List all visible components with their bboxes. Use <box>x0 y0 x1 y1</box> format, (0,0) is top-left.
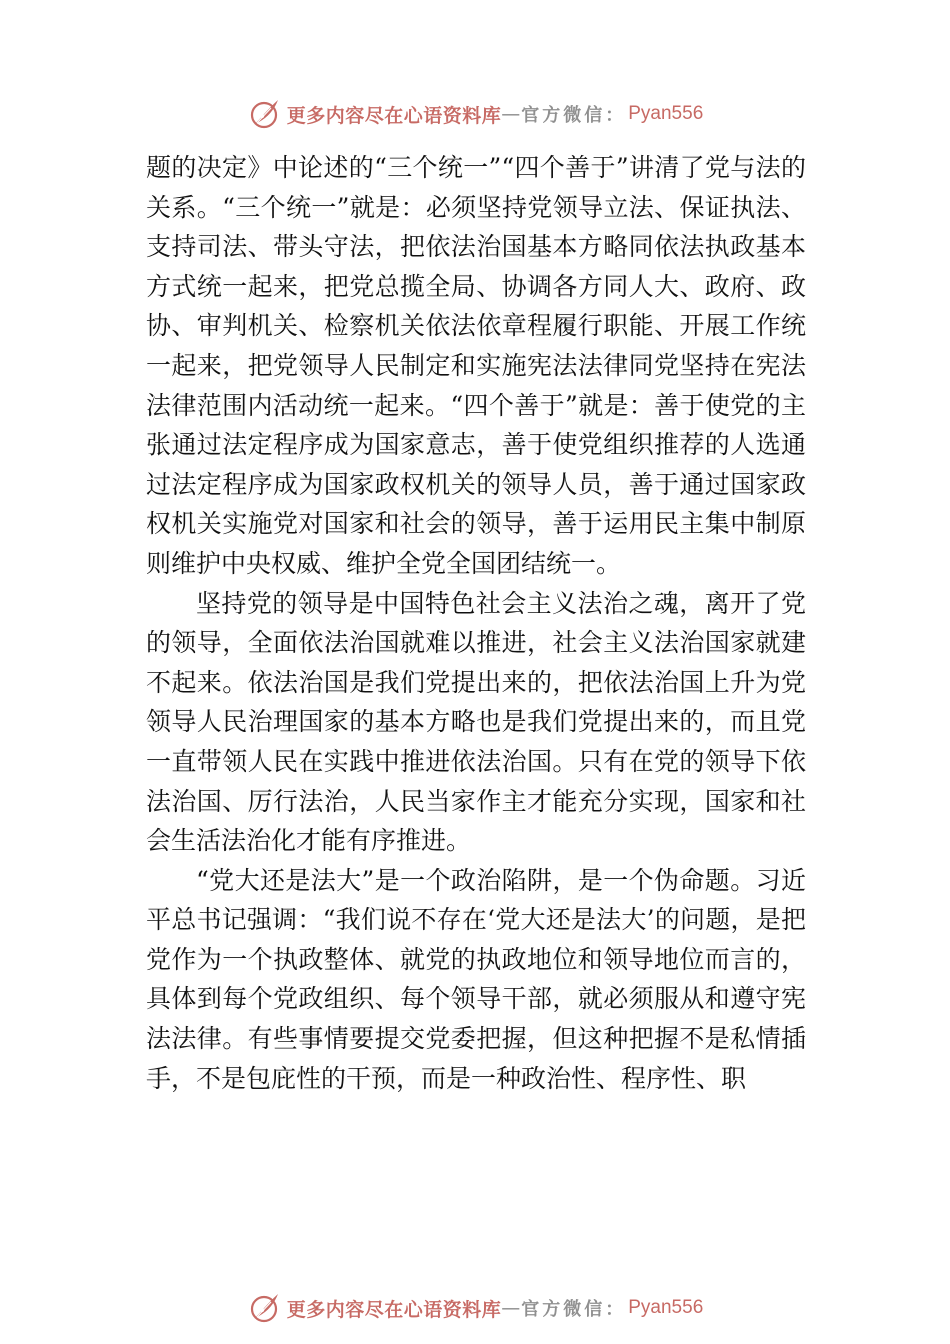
banner-wechat-id: Pyan556 <box>628 1297 704 1318</box>
banner-text: 更多内容尽在心语资料库 <box>286 104 502 127</box>
banner-text: 更多内容尽在心语资料库 <box>286 1298 502 1321</box>
feather-pen-logo-icon <box>247 1290 283 1326</box>
header-banner <box>0 94 950 134</box>
feather-pen-logo-icon <box>247 96 283 132</box>
document-body <box>146 148 806 1098</box>
banner-wechat-label: 官方微信： <box>521 1299 627 1320</box>
paragraph-2: 坚持党的领导是中国特色社会主义法治之魂，离开了党的领导，全面依法治国就难以推进，社会主义法治国家就建不起来。依法治国是我们党提出来的，把依法治国上升为党领导人民治理国家的基本方略也是我们党提出来的，而且党一直带领人民在实践中推进依法治国。只有在党的领导下依法治国、厉行法治，人民当家作主才能充分实现，国家和社会生活法治化才能有序推进。 <box>146 588 806 856</box>
banner-wechat-id: Pyan556 <box>628 103 704 124</box>
banner-separator: — <box>501 1297 522 1319</box>
banner-separator: — <box>501 103 522 125</box>
paragraph-3: “党大还是法大”是一个政治陷阱，是一个伪命题。习近平总书记强调：“我们说不存在‘党大还是法大’的问题，是把党作为一个执政整体、就党的执政地位和领导地位而言的，具体到每个党政组织、每个领导干部，就必须服从和遵守宪法法律。有些事情要提交党委把握，但这种把握不是私情插手，不是包庇性的干预，而是一种政治性、程序性、职 <box>146 865 806 1093</box>
banner-wechat-label: 官方微信： <box>521 105 627 126</box>
paragraph-1: 题的决定》中论述的“三个统一”“四个善于”讲清了党与法的关系。“三个统一”就是：必须坚持党领导立法、保证执法、支持司法、带头守法，把依法治国基本方略同依法执政基本方式统一起来，把党总揽全局、协调各方同人大、政府、政协、审判机关、检察机关依法依章程履行职能、开展工作统一起来，把党领导人民制定和实施宪法法律同党坚持在宪法法律范围内活动统一起来。“四个善于”就是：善于使党的主张通过法定程序成为国家意志，善于使党组织推荐的人选通过法定程序成为国家政权机关的领导人员，善于通过国家政权机关实施党对国家和社会的领导，善于运用民主集中制原则维护中央权威、维护全党全国团结统一。 <box>146 153 806 578</box>
footer-banner <box>0 1288 950 1328</box>
